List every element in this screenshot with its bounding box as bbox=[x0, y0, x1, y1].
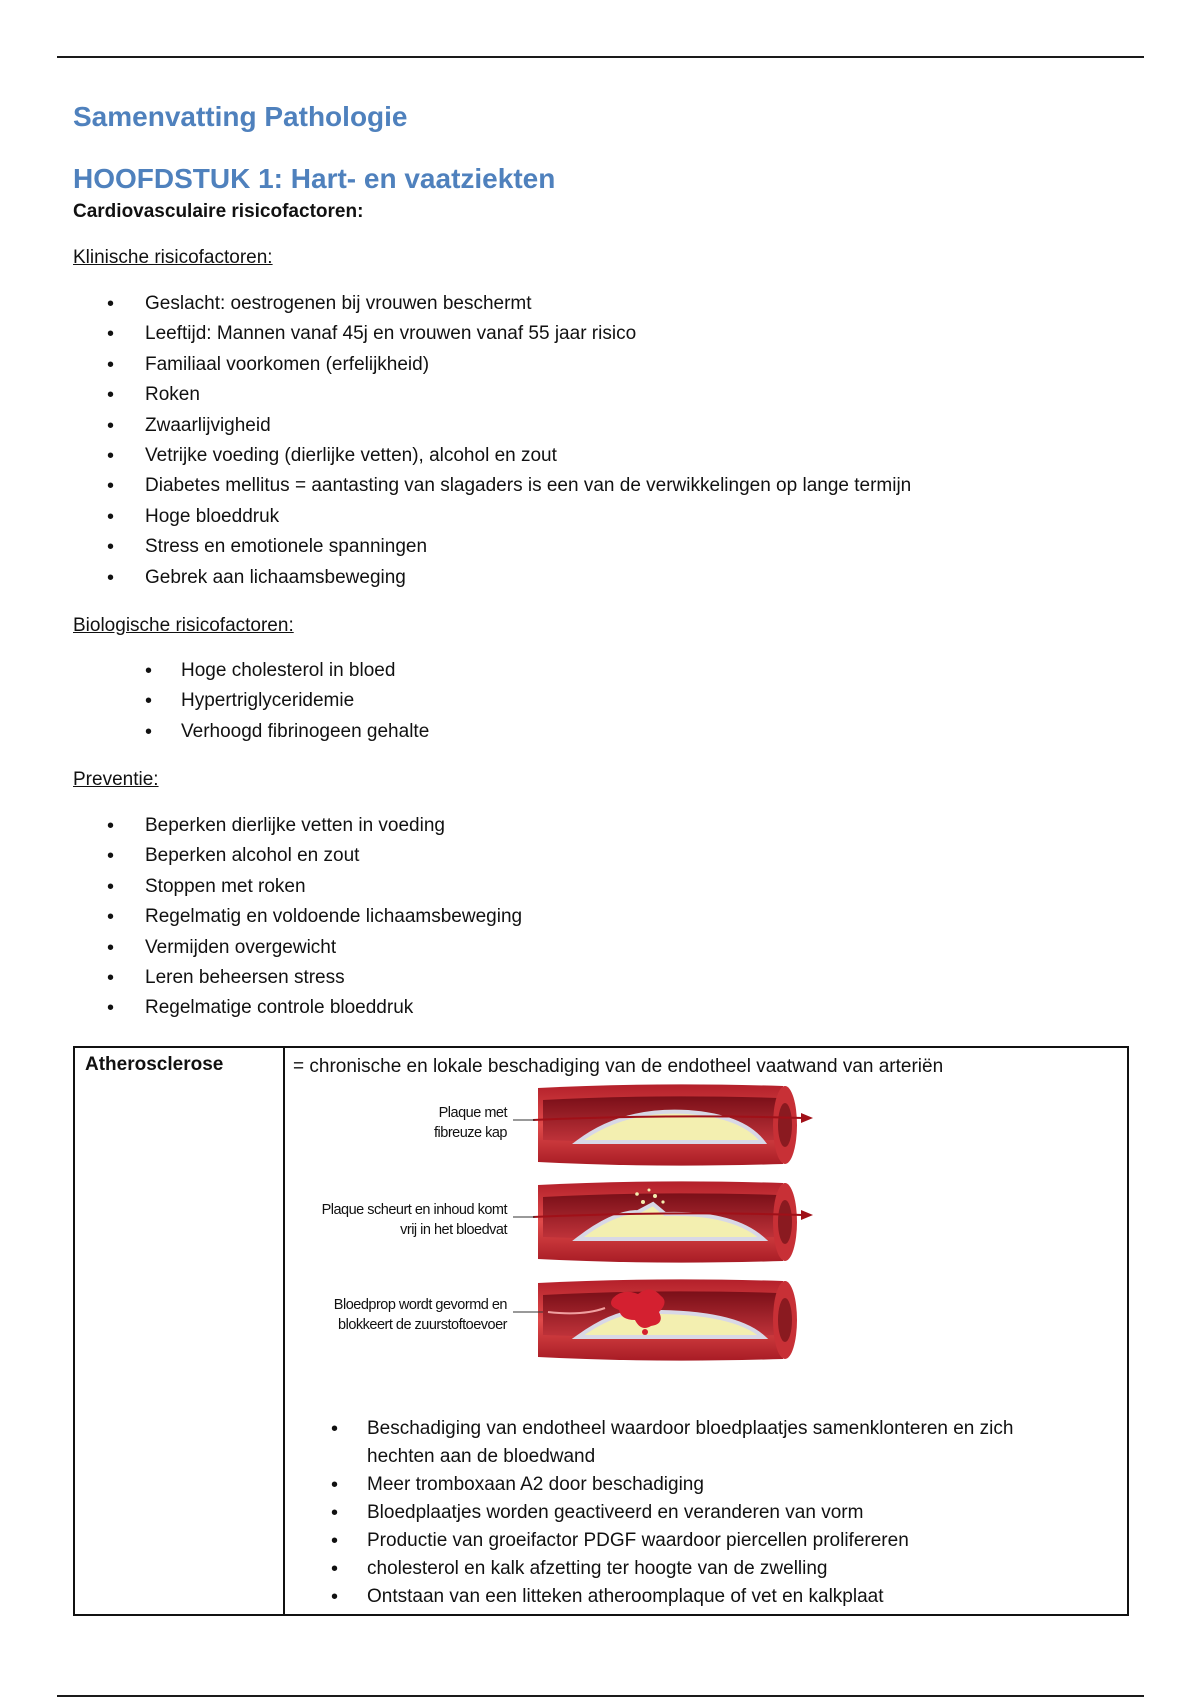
artery-stage-2 bbox=[513, 1181, 813, 1262]
artery-stage-3 bbox=[513, 1279, 797, 1360]
document-title: Samenvatting Pathologie bbox=[73, 101, 408, 132]
list-item: • Beperken alcohol en zout bbox=[73, 841, 1133, 871]
label-stage-2-line-2: vrij in het bloedvat bbox=[400, 1222, 507, 1238]
list-item: • Bloedplaatjes worden geactiveerd en veranderen van vorm bbox=[285, 1499, 1045, 1527]
chapter-heading: HOOFDSTUK 1: Hart- en vaatziekten bbox=[73, 163, 556, 194]
biological-list bbox=[73, 656, 1133, 747]
list-item: • Beschadiging van endotheel waardoor bloedplaatjes samenklonteren en zich hechten aan de bloedwand bbox=[285, 1415, 1045, 1471]
list-item: • Hoge bloeddruk bbox=[73, 502, 1133, 532]
label-stage-2-line-1: Plaque scheurt en inhoud komt bbox=[321, 1202, 507, 1218]
artery-stage-1 bbox=[513, 1084, 813, 1165]
list-item: • Ontstaan van een litteken atheroomplaque of vet en kalkplaat bbox=[285, 1583, 1045, 1611]
list-item: • cholesterol en kalk afzetting ter hoogte van de zwelling bbox=[285, 1555, 1045, 1583]
list-item: • Roken bbox=[73, 380, 1133, 410]
atherosclerosis-list bbox=[285, 1415, 1045, 1611]
list-item: • Geslacht: oestrogenen bij vrouwen beschermt bbox=[73, 289, 1133, 319]
label-stage-3-line-1: Bloedprop wordt gevormd en bbox=[333, 1297, 507, 1313]
list-item: • Leren beheersen stress bbox=[73, 963, 1133, 993]
header-rule bbox=[57, 56, 1144, 58]
list-item: • Productie van groeifactor PDGF waardoor piercellen prolifereren bbox=[285, 1527, 1045, 1555]
page-content bbox=[73, 96, 1133, 1024]
definition-cell bbox=[284, 1047, 1128, 1615]
list-item: • Beperken dierlijke vetten in voeding bbox=[73, 811, 1133, 841]
list-item: • Meer tromboxaan A2 door beschadiging bbox=[285, 1471, 1045, 1499]
list-item: • Stress en emotionele spanningen bbox=[73, 532, 1133, 562]
clinical-heading: Klinische risicofactoren: bbox=[73, 247, 273, 268]
list-item: • Leeftijd: Mannen vanaf 45j en vrouwen vanaf 55 jaar risico bbox=[73, 319, 1133, 349]
list-item: • Vermijden overgewicht bbox=[73, 933, 1133, 963]
list-item: • Stoppen met roken bbox=[73, 872, 1133, 902]
list-item: • Diabetes mellitus = aantasting van slagaders is een van de verwikkelingen op lange termijn bbox=[73, 471, 1133, 501]
prevention-heading: Preventie: bbox=[73, 769, 159, 791]
label-stage-3-line-2: blokkeert de zuurstoftoevoer bbox=[338, 1317, 507, 1333]
list-item: • Vetrijke voeding (dierlijke vetten), alcohol en zout bbox=[73, 441, 1133, 471]
list-item: • Zwaarlijvigheid bbox=[73, 411, 1133, 441]
footer-rule bbox=[57, 1695, 1144, 1697]
list-item: • Regelmatig en voldoende lichaamsbeweging bbox=[73, 902, 1133, 932]
artery-illustration bbox=[293, 1080, 853, 1415]
label-stage-1-line-1: Plaque met bbox=[438, 1105, 507, 1121]
label-stage-1-line-2: fibreuze kap bbox=[434, 1125, 507, 1141]
prevention-list bbox=[73, 811, 1133, 1024]
term-cell: Atherosclerose bbox=[74, 1047, 284, 1615]
list-item: • Regelmatige controle bloeddruk bbox=[73, 993, 1133, 1023]
section-heading: Cardiovasculaire risicofactoren: bbox=[73, 201, 364, 222]
list-item: • Verhoogd fibrinogeen gehalte bbox=[73, 717, 1133, 747]
biological-heading: Biologische risicofactoren: bbox=[73, 614, 294, 636]
clinical-list bbox=[73, 289, 1133, 593]
list-item: • Hypertriglyceridemie bbox=[73, 686, 1133, 716]
list-item: • Hoge cholesterol in bloed bbox=[73, 656, 1133, 686]
atherosclerosis-table bbox=[73, 1046, 1129, 1616]
definition-text: = chronische en lokale beschadiging van de endotheel vaatwand van arteriën bbox=[293, 1056, 944, 1077]
list-item: • Gebrek aan lichaamsbeweging bbox=[73, 563, 1133, 593]
list-item: • Familiaal voorkomen (erfelijkheid) bbox=[73, 350, 1133, 380]
